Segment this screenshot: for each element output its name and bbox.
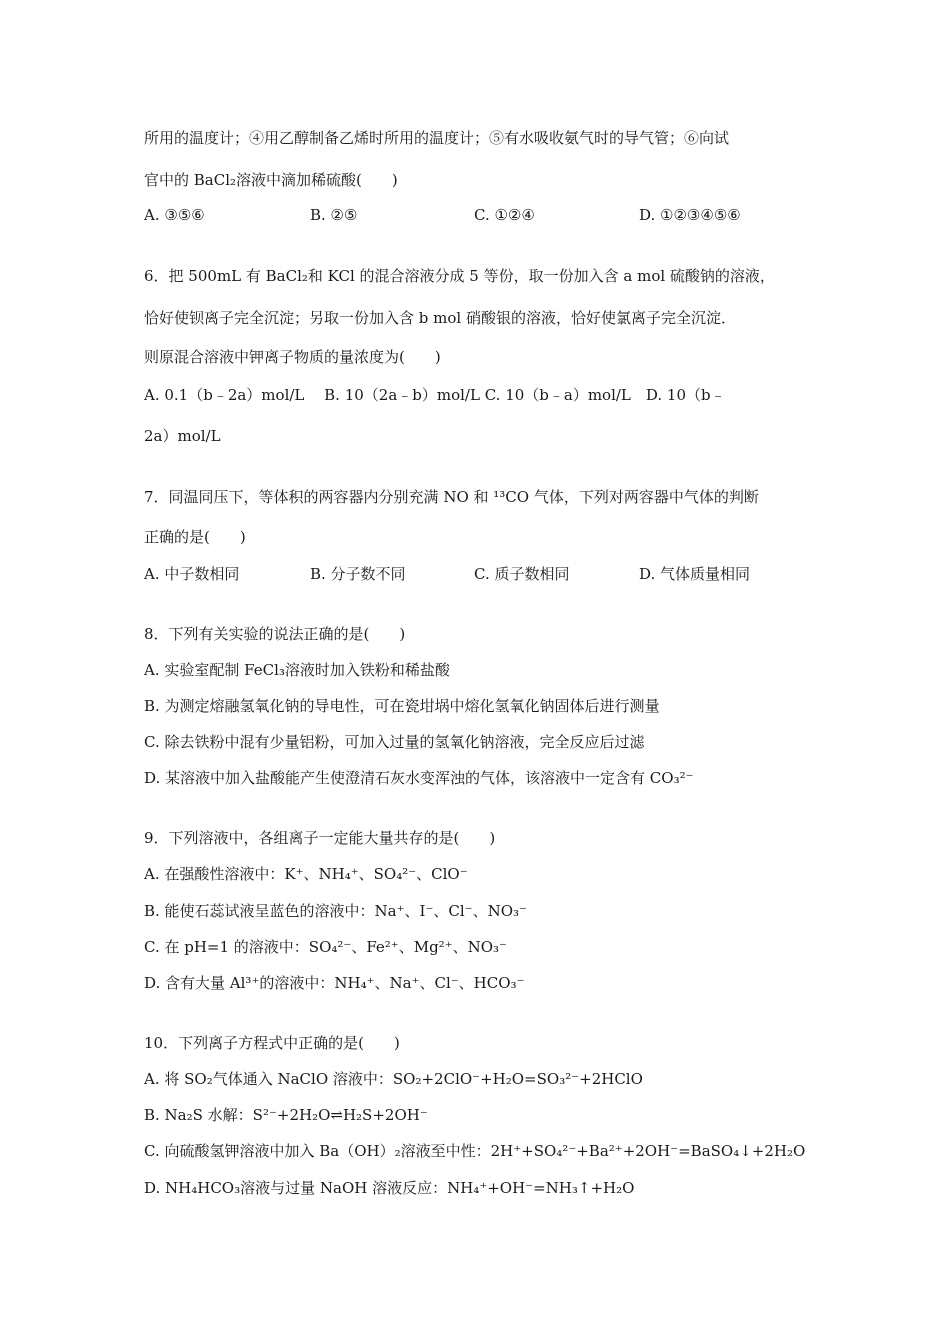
q10-option-c: C. 向硫酸氢钾溶液中加入 Ba（OH）₂溶液至中性：2H⁺+SO₄²⁻+Ba²⁺+2OH⁻=BaSO₄↓+2H₂O — [144, 1142, 806, 1160]
q9-option-d: D. 含有大量 Al³⁺的溶液中：NH₄⁺、Na⁺、Cl⁻、HCO₃⁻ — [144, 974, 525, 992]
q7-option-b: B. 分子数不同 — [310, 565, 406, 583]
q5-option-d: D. ①②③④⑤⑥ — [639, 206, 741, 224]
q7-stem-line1: 7．同温同压下，等体积的两容器内分别充满 NO 和 ¹³CO 气体，下列对两容器中气体的判断 — [144, 488, 759, 506]
q5-option-b: B. ②⑤ — [310, 206, 358, 224]
q8-option-d: D. 某溶液中加入盐酸能产生使澄清石灰水变浑浊的气体，该溶液中一定含有 CO₃²⁻ — [144, 769, 694, 787]
q7-option-c: C. 质子数相同 — [474, 565, 570, 583]
q5-stem-line1: 所用的温度计；④用乙醇制备乙烯时所用的温度计；⑤有水吸收氨气时的导气管；⑥向试 — [144, 129, 730, 147]
q9-option-b: B. 能使石蕊试液呈蓝色的溶液中：Na⁺、I⁻、Cl⁻、NO₃⁻ — [144, 902, 527, 920]
q10-option-b: B. Na₂S 水解：S²⁻+2H₂O⇌H₂S+2OH⁻ — [144, 1106, 428, 1124]
q7-option-d: D. 气体质量相同 — [639, 565, 751, 583]
q8-option-b: B. 为测定熔融氢氧化钠的导电性，可在瓷坩埚中熔化氢氧化钠固体后进行测量 — [144, 697, 660, 715]
q9-option-c: C. 在 pH=1 的溶液中：SO₄²⁻、Fe²⁺、Mg²⁺、NO₃⁻ — [144, 938, 507, 956]
q6-options-line1: A. 0.1（b﹣2a）mol/L B. 10（2a﹣b）mol/L C. 10（b﹣a）mol/L D. 10（b﹣ — [144, 386, 726, 404]
q7-stem-line2: 正确的是( ) — [144, 528, 246, 546]
q10-stem: 10．下列离子方程式中正确的是( ) — [144, 1034, 400, 1052]
q8-option-a: A. 实验室配制 FeCl₃溶液时加入铁粉和稀盐酸 — [144, 661, 450, 679]
q5-option-a: A. ③⑤⑥ — [144, 206, 205, 224]
q8-option-c: C. 除去铁粉中混有少量铝粉，可加入过量的氢氧化钠溶液，完全反应后过滤 — [144, 733, 645, 751]
q10-option-a: A. 将 SO₂气体通入 NaClO 溶液中：SO₂+2ClO⁻+H₂O=SO₃²⁻+2HClO — [144, 1070, 643, 1088]
q6-stem-line1: 6．把 500mL 有 BaCl₂和 KCl 的混合溶液分成 5 等份，取一份加入含 a mol 硫酸钠的溶液， — [144, 267, 775, 285]
q6-stem-line3: 则原混合溶液中钾离子物质的量浓度为( ) — [144, 348, 441, 366]
q5-option-c: C. ①②④ — [474, 206, 535, 224]
q5-stem-line2: 官中的 BaCl₂溶液中滴加稀硫酸( ) — [144, 171, 398, 189]
q10-option-d: D. NH₄HCO₃溶液与过量 NaOH 溶液反应：NH₄⁺+OH⁻=NH₃↑+H₂O — [144, 1179, 635, 1197]
q7-option-a: A. 中子数相同 — [144, 565, 240, 583]
q6-options-line2: 2a）mol/L — [144, 427, 221, 445]
q9-option-a: A. 在强酸性溶液中：K⁺、NH₄⁺、SO₄²⁻、ClO⁻ — [144, 865, 468, 883]
q9-stem: 9．下列溶液中，各组离子一定能大量共存的是( ) — [144, 829, 496, 847]
q8-stem: 8．下列有关实验的说法正确的是( ) — [144, 625, 406, 643]
q6-stem-line2: 恰好使钡离子完全沉淀；另取一份加入含 b mol 硝酸银的溶液，恰好使氯离子完全沉淀． — [144, 309, 736, 327]
